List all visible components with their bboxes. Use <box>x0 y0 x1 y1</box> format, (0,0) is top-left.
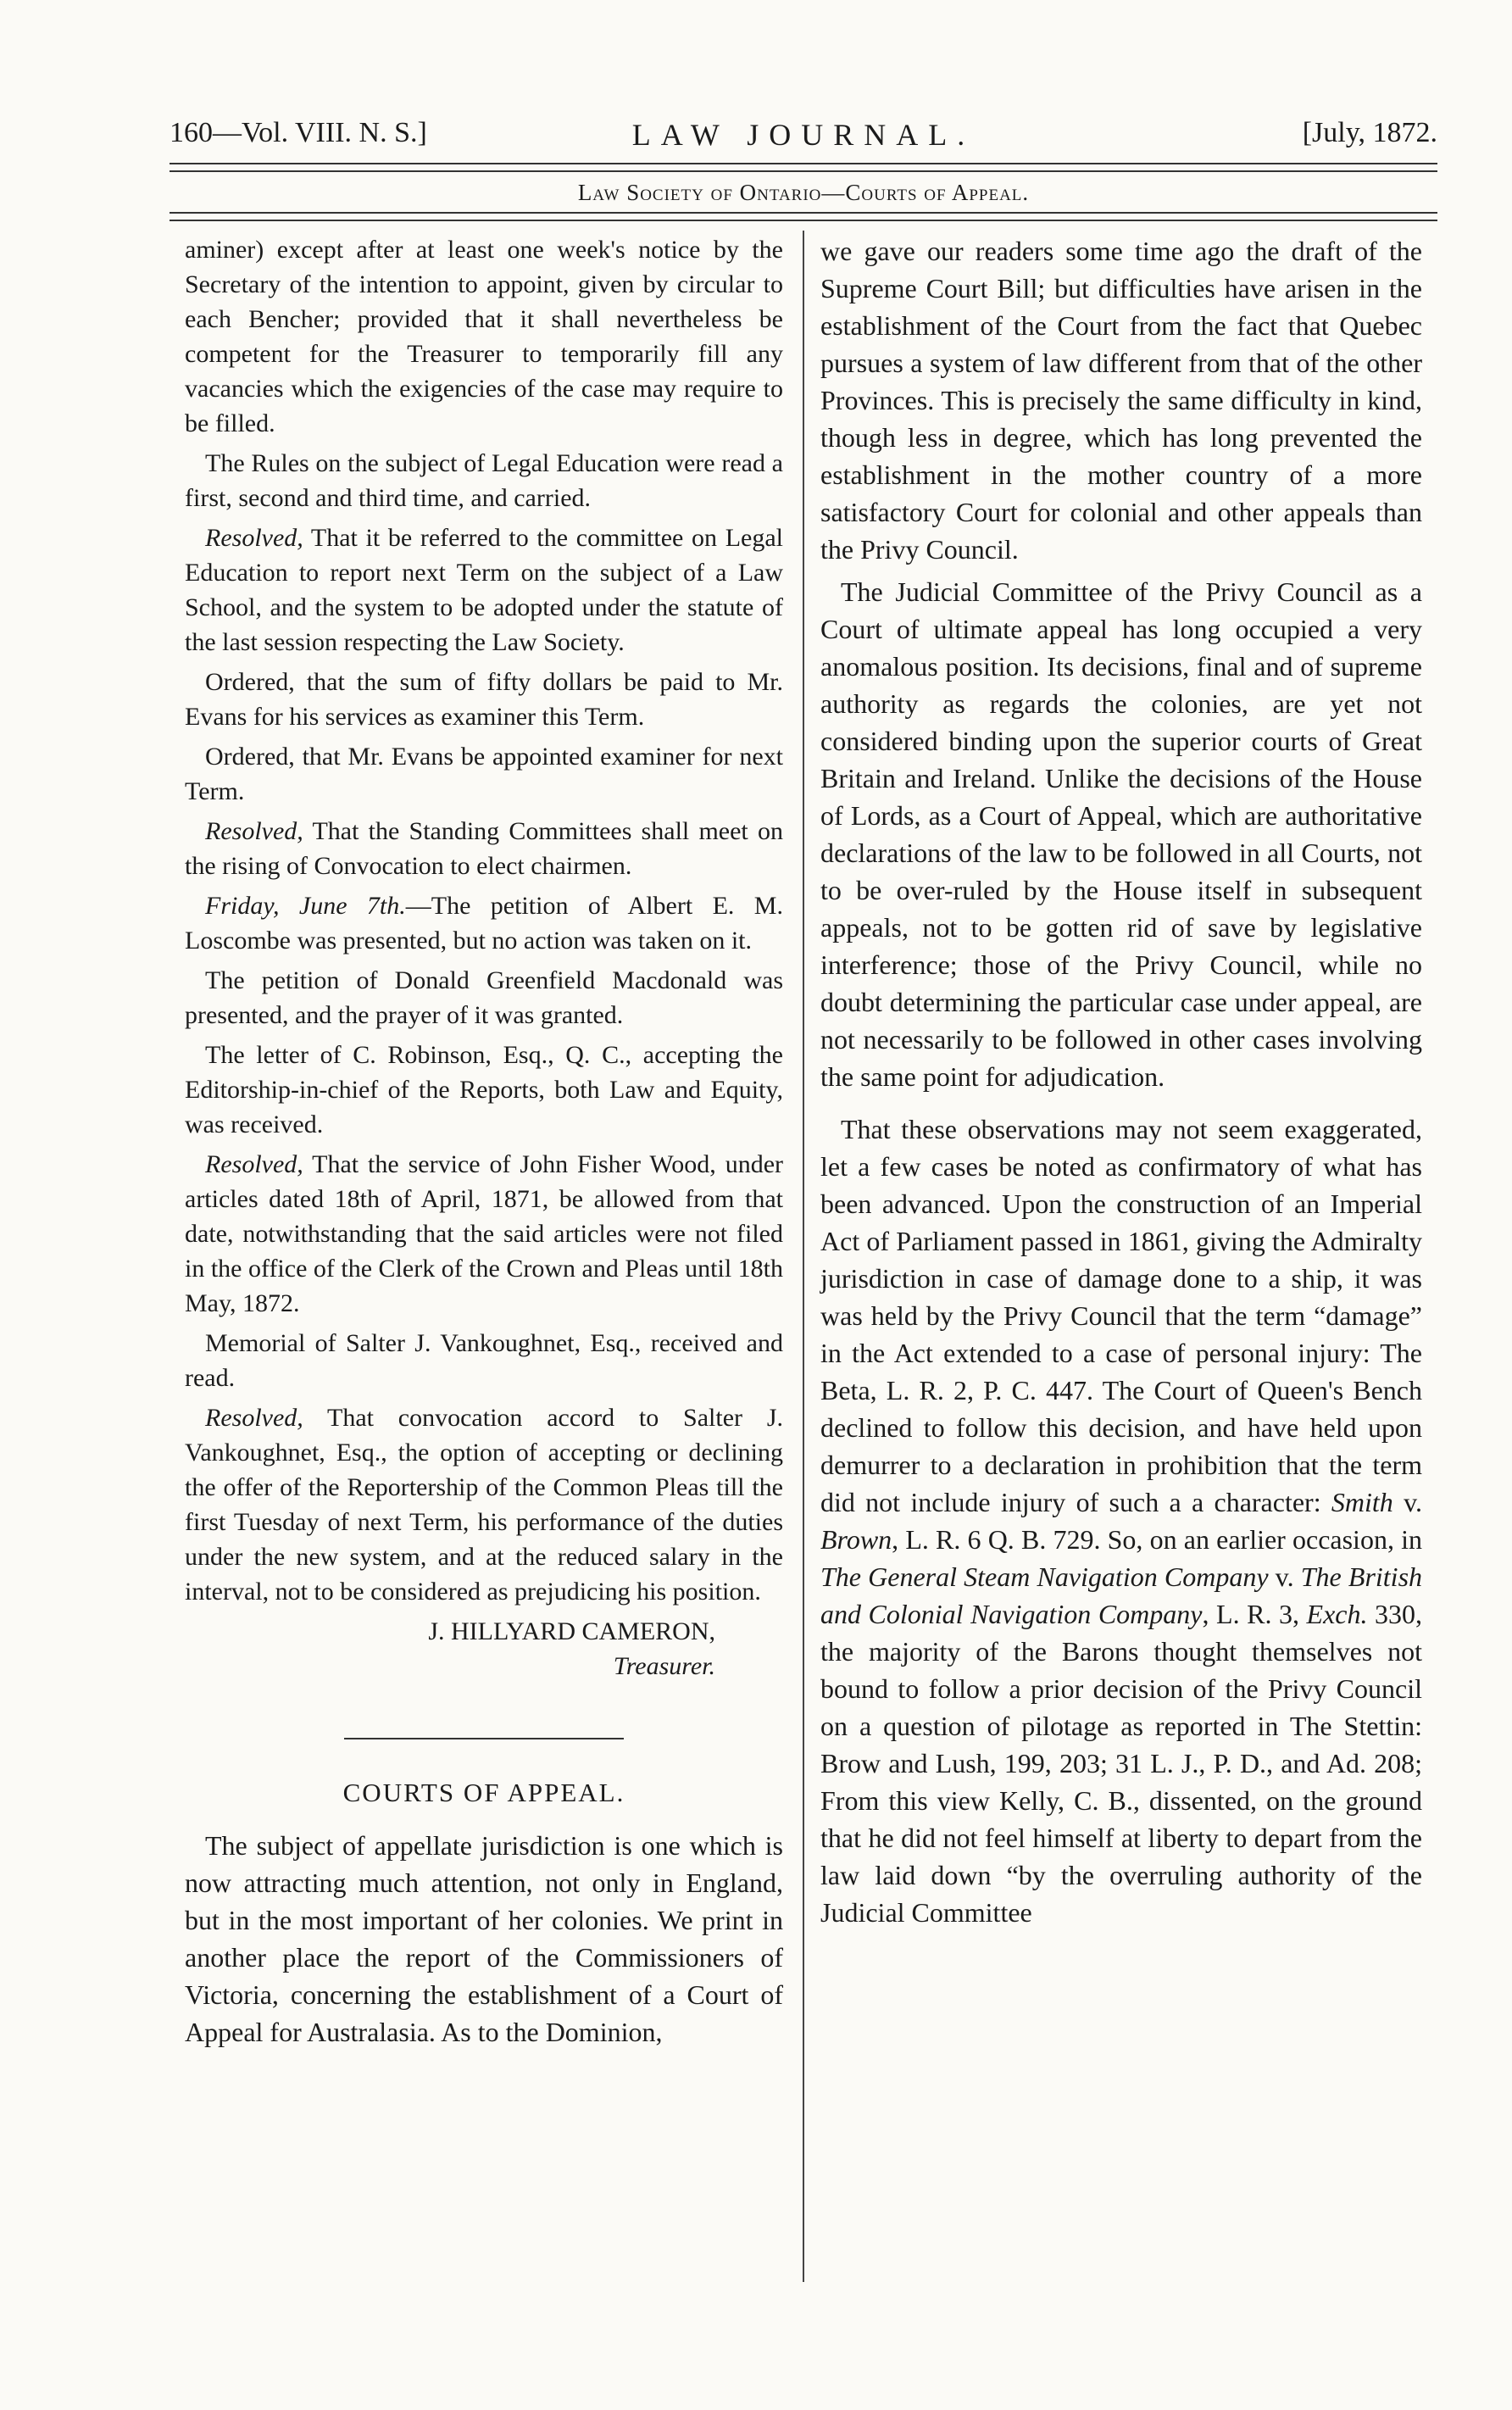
resolved-label: Resolved, <box>205 524 303 552</box>
paragraph-cases <box>820 1110 1422 1931</box>
paragraph-robinson-letter: The letter of C. Robinson, Esq., Q. C., accepting the Editorship-in-chief of the Reports, both Law and Equity, was received. <box>185 1041 783 1138</box>
header-rule <box>170 163 1437 172</box>
date-label: Friday, June 7th. <box>205 892 406 920</box>
resolved-text: That convocation accord to Salter J. Vankoughnet, Esq., the option of accepting or declining the offer of the Reportership of the Common Pleas till the first Tuesday of next Term, his performance of the duties under the new system, and at the reduced salary in the interval, not to be considered as prejudicing his position. <box>185 1404 783 1606</box>
section-heading: COURTS OF APPEAL. <box>342 1778 625 1807</box>
cases-text: , L. R. 3, <box>1202 1599 1307 1629</box>
cases-text: , L. R. 6 Q. B. 729. So, on an earlier occasion, in <box>892 1524 1422 1555</box>
paragraph-rules: The Rules on the subject of Legal Education were read a first, second and third time, and carried. <box>185 449 783 512</box>
section-subtitle: Law Society of Ontario—Courts of Appeal. <box>577 180 1030 205</box>
case-name: The General Steam Navigation Company <box>820 1561 1269 1592</box>
cases-text: That these observations may not seem exaggerated, let a few cases be noted as confirmatory of what has been advanced. Upon the construction of an Imperial Act of Parliament passed in 1861, giving the Admiralty jurisdiction in case of damage done to a ship, it was was held by the Privy Council that the term “damage” in the Act extended to a case of personal injury: The Beta, L. R. 2, P. C. 447. The Court of Queen's Bench declined to follow this decision, and have held upon demurrer to a declaration in prohibition that the term did not include injury of such a a character: <box>820 1114 1422 1517</box>
paragraph-appellate-intro: The subject of appellate jurisdiction is one which is now attracting much attention, not only in England, but in the most important of her colonies. We print in another place the report of the Commissioners of Victoria, concerning the establishment of a Court of Appeal for Australasia. As to the Dominion, <box>185 1830 783 2047</box>
resolved-text: That the Standing Committees shall meet on the rising of Convocation to elect chairmen. <box>185 817 783 880</box>
signature-name: J. HILLYARD CAMERON, <box>428 1617 715 1645</box>
versus: v. <box>1392 1487 1423 1517</box>
paragraph-resolved-vankoughnet <box>185 1400 783 1609</box>
paragraph-continuation: aminer) except after at least one week's notice by the Secretary of the intention to appoint, given by circular to each Bencher; provided that it shall nevertheless be competent for the Treasurer to temporarily fill any vacancies which the exigencies of the case may require to be filled. <box>185 236 783 437</box>
resolved-text: That it be referred to the committee on Legal Education to report next Term on the subject of a Law School, and the system to be adopted under the statute of the last session respecting the Law Society. <box>185 524 783 656</box>
paragraph-resolved-wood <box>185 1147 783 1321</box>
cases-text: 330, the majority of the Barons thought themselves not bound to follow a prior decision of the Privy Council on a question of pilotage as reported in The Stettin: Brow and Lush, 199, 203; 31 L. J., P. D., and Ad. 208; From this view Kelly, C. B., dissented, on the ground that he did not feel himself at liberty to depart from the law laid down “by the overruling authority of the Judicial Committee <box>820 1599 1423 1928</box>
journal-title: LAW JOURNAL. <box>631 118 976 152</box>
resolved-label: Resolved, <box>205 1404 303 1432</box>
case-name: Brown <box>820 1524 892 1555</box>
paragraph-friday <box>185 888 783 958</box>
petition-text: —The petition of Albert E. M. Loscombe was presented, but no action was taken on it. <box>185 892 783 955</box>
case-name: Smith <box>1331 1487 1393 1517</box>
case-name: The British and Colonial Navigation Company <box>820 1561 1423 1629</box>
paragraph-resolved-law-school <box>185 520 783 660</box>
resolved-label: Resolved, <box>205 817 303 845</box>
signature-title: Treasurer. <box>613 1652 715 1680</box>
paragraph-memorial: Memorial of Salter J. Vankoughnet, Esq., received and read. <box>185 1329 783 1392</box>
paragraph-macdonald-petition: The petition of Donald Greenfield Macdonald was presented, and the prayer of it was granted. <box>185 966 783 1029</box>
report-abbrev: Exch. <box>1306 1599 1368 1629</box>
running-header <box>170 117 1437 158</box>
resolved-text: That the service of John Fisher Wood, under articles dated 18th of April, 1871, be allowed from that date, notwithstanding that the said articles were not filed in the office of the Clerk of the Crown and Pleas until 18th May, 1872. <box>185 1150 783 1317</box>
column-divider <box>803 231 804 2282</box>
paragraph-ordered-examiner: Ordered, that Mr. Evans be appointed examiner for next Term. <box>185 743 783 805</box>
page-reference: 160—Vol. VIII. N. S.] <box>170 117 427 148</box>
versus: v. <box>1268 1561 1301 1592</box>
paragraph-ordered-payment: Ordered, that the sum of fifty dollars be paid to Mr. Evans for his services as examiner this Term. <box>185 668 783 731</box>
paragraph-resolved-committees <box>185 814 783 883</box>
signature-block <box>185 1614 783 1684</box>
left-column <box>185 232 783 2051</box>
paragraph-judicial-committee: The Judicial Committee of the Privy Council as a Court of ultimate appeal has long occupied a very anomalous position. Its decisions, final and of supreme authority as regards the colonies, are yet not considered binding upon the superior courts of Great Britain and Ireland. Unlike the decisions of the House of Lords, as a Court of Appeal, which are authoritative declarations of the law to be followed in all Courts, not to be over-ruled by the House itself in subsequent appeals, not to be gotten rid of save by legislative interference; those of the Privy Council, while no doubt determining the particular case under appeal, are not necessarily to be followed in other cases involving the same point for adjudication. <box>820 576 1422 1092</box>
issue-date: [July, 1872. <box>1302 117 1437 148</box>
subtitle-rule <box>170 212 1437 221</box>
resolved-label: Resolved, <box>205 1150 303 1178</box>
right-column <box>820 232 1422 1931</box>
paragraph-dominion-continuation: we gave our readers some time ago the draft of the Supreme Court Bill; but difficulties have arisen in the establishment of the Court from the fact that Quebec pursues a system of law different from that of the other Provinces. This is precisely the same difficulty in kind, though less in degree, which has long prevented the establishment in the mother country of a more satisfactory Court for colonial and other appeals than the Privy Council. <box>820 236 1422 565</box>
section-rule <box>344 1738 624 1739</box>
